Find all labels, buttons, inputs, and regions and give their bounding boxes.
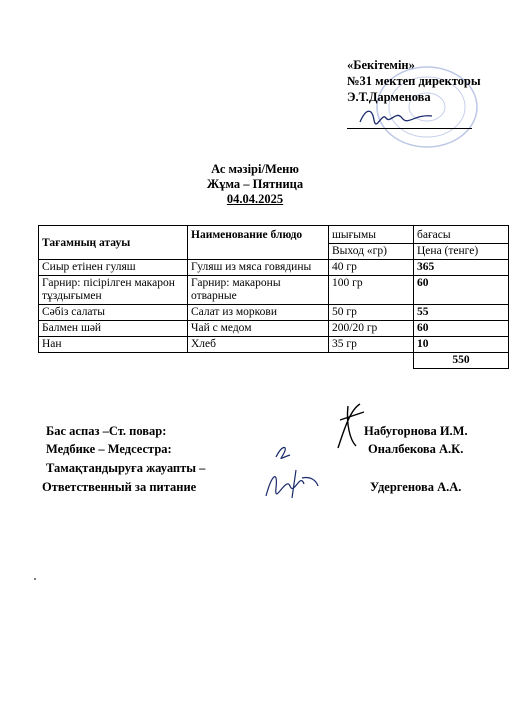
menu-day: Жұма – Пятница — [206, 177, 304, 191]
approval-director: Э.Т.Дарменова — [347, 90, 431, 104]
responsible-role-kz: Тамақтандыруға жауапты – — [46, 461, 206, 475]
table-row — [39, 305, 509, 321]
approval-underline — [347, 128, 472, 129]
header-yield-kz: шығымы — [329, 226, 414, 244]
nurse-role: Медбике – Медсестра: — [46, 442, 172, 456]
row-yield: 40 гр — [329, 260, 414, 276]
row-yield: 50 гр — [329, 305, 414, 321]
row-yield: 100 гр — [329, 276, 414, 305]
header-price-kz: бағасы — [414, 226, 509, 244]
row-name-ru: Гарнир: макароны отварные — [188, 276, 329, 305]
approval-school: №31 мектеп директоры — [347, 74, 481, 88]
responsible-role-ru: Ответственный за питание — [42, 480, 197, 494]
header-name-ru: Наименование блюдо — [188, 226, 329, 260]
responsible-name: Удергенова А.А. — [370, 480, 462, 494]
menu-table — [38, 225, 509, 369]
table-row — [39, 337, 509, 353]
row-price: 55 — [414, 305, 509, 321]
row-price: 60 — [414, 276, 509, 305]
approval-block — [347, 57, 481, 105]
row-name-kz: Гарнир: пісірілген макарон тұздығымен — [39, 276, 188, 305]
responsible-signature-icon — [262, 466, 322, 502]
row-name-ru: Хлеб — [188, 337, 329, 353]
row-yield: 35 гр — [329, 337, 414, 353]
header-name-kz: Тағамның атауы — [39, 226, 188, 260]
total-empty-cell — [329, 353, 414, 369]
approval-title: «Бекітемін» — [347, 58, 415, 72]
row-price: 10 — [414, 337, 509, 353]
table-row — [39, 276, 509, 305]
chef-signature-icon — [330, 400, 370, 452]
chef-name: Набугорнова И.М. — [364, 424, 468, 438]
nurse-name: Оналбекова А.К. — [368, 442, 464, 456]
menu-title: Ас мәзірі/Меню — [211, 162, 299, 176]
row-name-kz: Балмен шәй — [39, 321, 188, 337]
director-signature-icon — [356, 104, 436, 128]
total-empty-cell — [188, 353, 329, 369]
header-yield-ru: Выход «гр) — [329, 244, 414, 260]
table-header-row — [39, 226, 509, 244]
nurse-signature-icon — [272, 443, 294, 461]
row-price: 60 — [414, 321, 509, 337]
table-total-row — [39, 353, 509, 369]
row-yield: 200/20 гр — [329, 321, 414, 337]
menu-heading — [0, 162, 510, 207]
row-name-kz: Нан — [39, 337, 188, 353]
chef-role: Бас аспаз –Ст. повар: — [46, 424, 167, 438]
total-empty-cell — [39, 353, 188, 369]
row-name-kz: Сиыр етінен гуляш — [39, 260, 188, 276]
menu-date: 04.04.2025 — [226, 192, 284, 206]
scan-speck — [34, 578, 36, 580]
table-row — [39, 321, 509, 337]
row-name-ru: Гуляш из мяса говядины — [188, 260, 329, 276]
row-name-ru: Чай с медом — [188, 321, 329, 337]
row-name-ru: Салат из моркови — [188, 305, 329, 321]
row-price: 365 — [414, 260, 509, 276]
table-row — [39, 260, 509, 276]
row-name-kz: Сәбіз салаты — [39, 305, 188, 321]
header-price-ru: Цена (тенге) — [414, 244, 509, 260]
total-price: 550 — [414, 353, 509, 369]
